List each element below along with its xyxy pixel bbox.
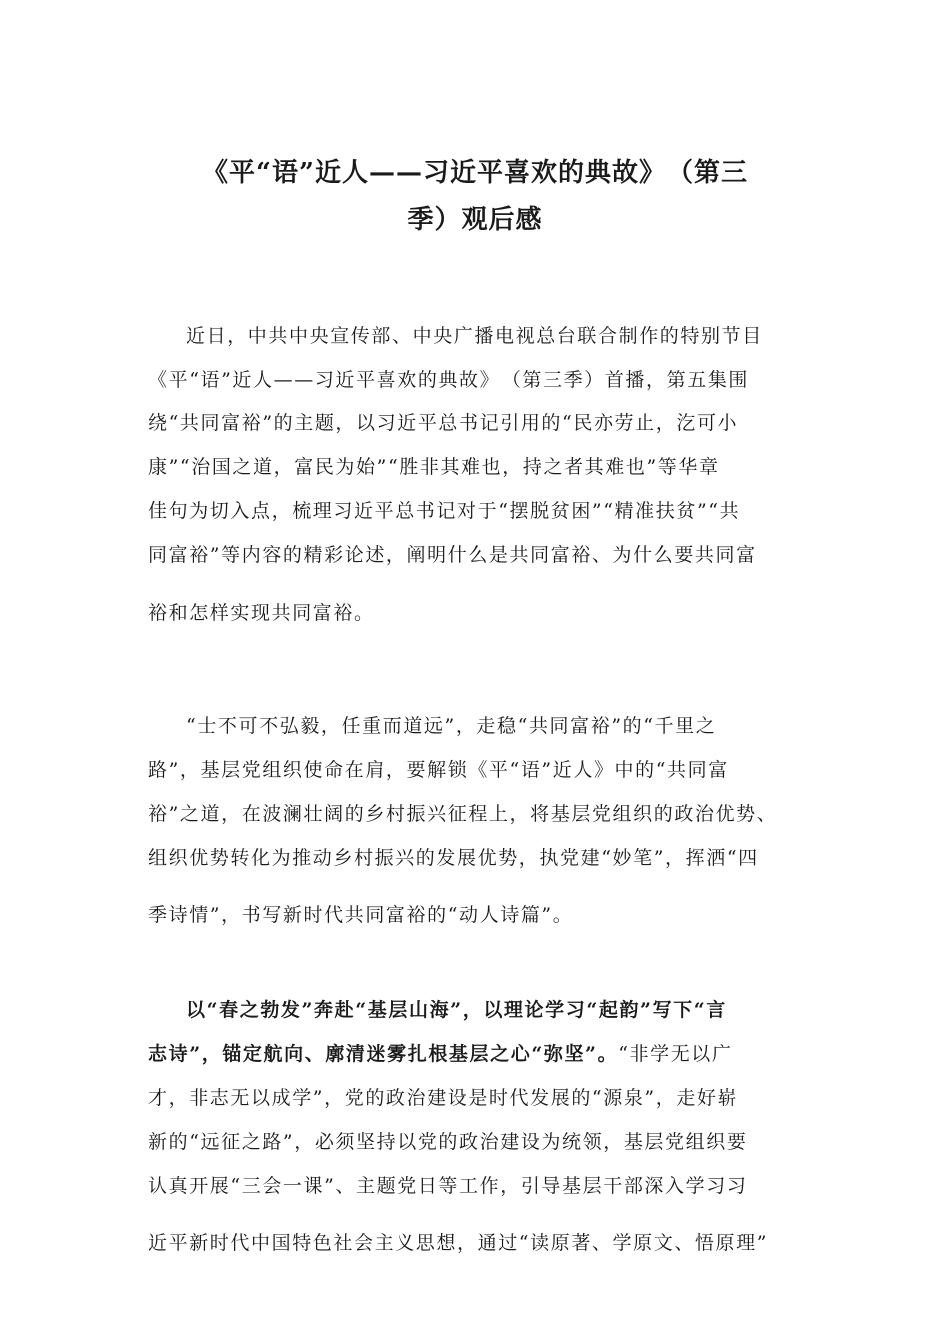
paragraph-1-line: 《平“语”近人——习近平喜欢的典故》 （第三季）首播，第五集围 xyxy=(148,369,750,391)
paragraph-2-line: 季诗情”，书写新时代共同富裕的“动人诗篇”。 xyxy=(148,904,574,926)
paragraph-2-line: 组织优势转化为推动乡村振兴的发展优势，执党建“妙笔”，挥洒“四 xyxy=(148,847,759,869)
paragraph-1-line: 佳句为切入点，梳理习近平总书记对于“摆脱贫困”“精准扶贫”“共 xyxy=(148,500,741,522)
document-title-line-2: 季）观后感 xyxy=(407,205,543,235)
paragraph-3-line: 新的“远征之路”，必须坚持以党的政治建设为统领，基层党组织要 xyxy=(148,1131,748,1153)
paragraph-3-line: 才，非志无以成学”，党的政治建设是时代发展的“源泉”，走好崭 xyxy=(148,1087,739,1109)
paragraph-2-line: 裕”之道，在波澜壮阔的乡村振兴征程上，将基层党组织的政治优势、 xyxy=(148,803,778,825)
paragraph-1-line: 康”“治国之道，富民为始”“胜非其难也，持之者其难也”等华章 xyxy=(148,456,720,478)
paragraph-1-line: 近日，中共中央宣传部、中央广播电视总台联合制作的特别节目 xyxy=(186,325,763,347)
paragraph-1-line: 同富裕”等内容的精彩论述，阐明什么是共同富裕、为什么要共同富 xyxy=(148,544,757,566)
paragraph-3-line xyxy=(148,1039,733,1069)
paragraph-2-line: “士不可不弘毅，任重而道远”，走稳“共同富裕”的“千里之 xyxy=(186,715,717,737)
document-title-line-1: 《平“语”近人——习近平喜欢的典故》 （第三 xyxy=(202,158,748,188)
paragraph-3-line: 认真开展“三会一课”、主题党日等工作，引导基层干部深入学习习 xyxy=(148,1175,748,1197)
paragraph-2-line: 路”，基层党组织使命在肩，要解锁《平“语”近人》中的“共同富 xyxy=(148,759,729,781)
paragraph-3-text-start: “非学无以广 xyxy=(618,1043,733,1065)
paragraph-3-heading-tail: 志诗”，锚定航向、廓清迷雾扎根基层之心“弥坚”。 xyxy=(148,1043,619,1065)
paragraph-1-line: 绕“共同富裕”的主题，以习近平总书记引用的“民亦劳止，汔可小 xyxy=(148,412,739,434)
paragraph-1-line: 裕和怎样实现共同富裕。 xyxy=(148,602,375,624)
paragraph-3-heading-line: 以“春之勃发”奔赴“基层山海”，以理论学习“起韵”写下“言 xyxy=(186,999,727,1021)
paragraph-3-line: 近平新时代中国特色社会主义思想，通过“读原著、学原文、悟原理” xyxy=(148,1232,769,1254)
